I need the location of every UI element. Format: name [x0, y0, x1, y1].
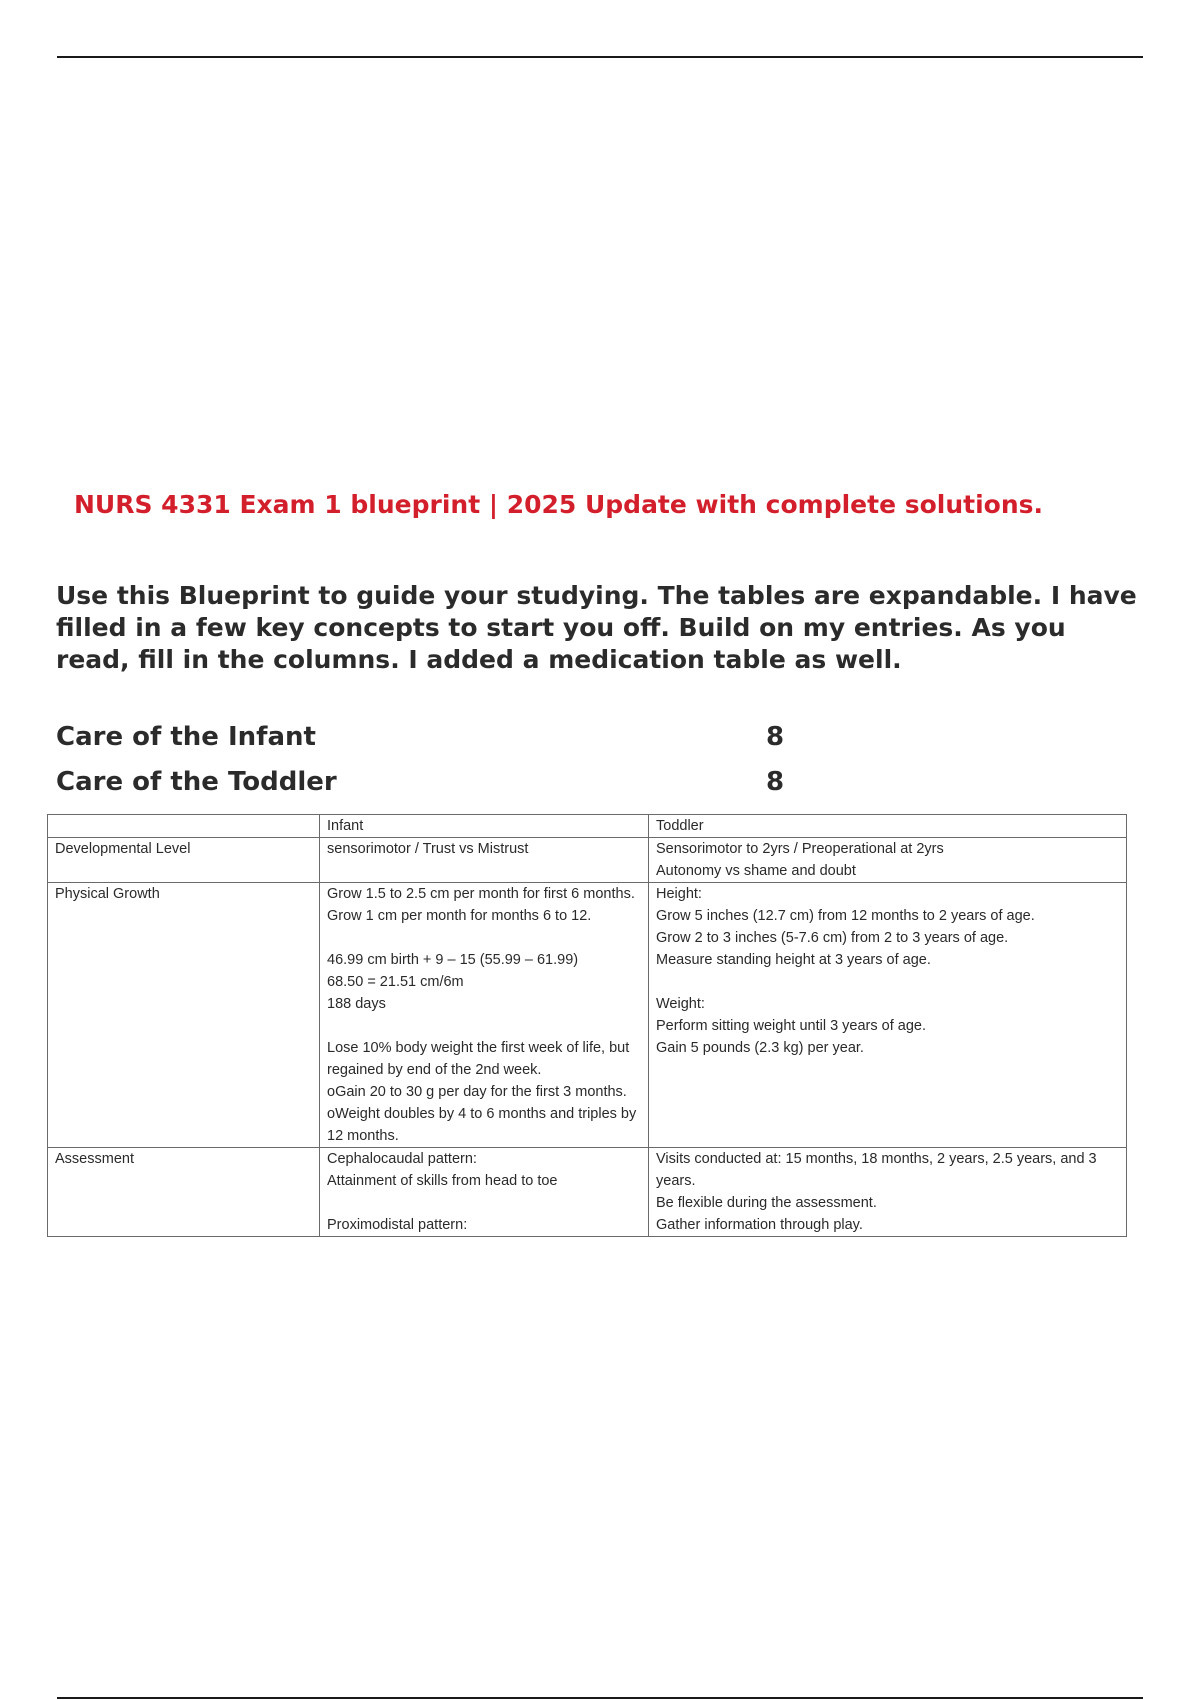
bottom-rule	[57, 1697, 1143, 1699]
topic-count: 8	[766, 767, 785, 797]
top-rule	[57, 56, 1143, 58]
cell-text-line: 188 days	[327, 996, 386, 1012]
blueprint-table	[47, 814, 1127, 1237]
cell-text-line: oGain 20 to 30 g per day for the first 3 months.	[327, 1084, 627, 1100]
table-header-row	[48, 815, 1127, 838]
cell-text-line: Autonomy vs shame and doubt	[656, 863, 856, 879]
topic-label: Care of the Toddler	[56, 767, 337, 797]
cell-text-line: Weight:	[656, 996, 705, 1012]
cell-text-line: Proximodistal pattern:	[327, 1217, 468, 1233]
row-label: Physical Growth	[48, 883, 320, 1148]
cell-text-line: Height:	[656, 886, 702, 902]
line-gap	[327, 1015, 641, 1037]
cell-text-line: Sensorimotor to 2yrs / Preoperational at 2yrs	[656, 841, 944, 857]
row-label: Developmental Level	[48, 838, 320, 883]
toddler-cell	[649, 1148, 1127, 1237]
cell-text-line: Grow 1.5 to 2.5 cm per month for first 6 months.	[327, 886, 635, 902]
document-title: NURS 4331 Exam 1 blueprint | 2025 Update with complete solutions.	[74, 490, 1044, 519]
cell-text-line: Lose 10% body weight the first week of life, but regained by end of the 2nd week.	[327, 1040, 634, 1078]
cell-text-line: oWeight doubles by 4 to 6 months and triples by 12 months.	[327, 1106, 641, 1144]
header-cell-infant: Infant	[320, 815, 649, 838]
cell-text-line: Be flexible during the assessment.	[656, 1195, 877, 1211]
cell-text-line: Attainment of skills from head to toe	[327, 1173, 558, 1189]
infant-cell	[320, 1148, 649, 1237]
intro-paragraph: Use this Blueprint to guide your studying. The tables are expandable. I have filled in a few key concepts to start you off. Build on my entries. As you read, fill in the columns. I added a medication table as well.	[56, 581, 1137, 674]
topic-toddler	[56, 767, 1146, 797]
infant-cell	[320, 883, 649, 1148]
cell-text-line: Grow 1 cm per month for months 6 to 12.	[327, 908, 592, 924]
cell-text-line: Gather information through play.	[656, 1217, 863, 1233]
cell-text-line: 68.50 = 21.51 cm/6m	[327, 974, 464, 990]
cell-text-line: sensorimotor / Trust vs Mistrust	[327, 841, 529, 857]
line-gap	[327, 927, 641, 949]
toddler-cell	[649, 838, 1127, 883]
topic-count: 8	[766, 722, 785, 752]
header-cell-blank	[48, 815, 320, 838]
line-gap	[327, 1192, 641, 1214]
topic-infant	[56, 722, 1146, 752]
cell-text-line: Gain 5 pounds (2.3 kg) per year.	[656, 1040, 864, 1056]
toddler-cell	[649, 883, 1127, 1148]
infant-cell	[320, 838, 649, 883]
cell-text-line: Cephalocaudal pattern:	[327, 1151, 477, 1167]
row-label: Assessment	[48, 1148, 320, 1237]
table-row-developmental-level	[48, 838, 1127, 883]
cell-text-line: Visits conducted at: 15 months, 18 months, 2 years, 2.5 years, and 3 years.	[656, 1151, 1101, 1189]
header-cell-toddler: Toddler	[649, 815, 1127, 838]
topic-label: Care of the Infant	[56, 722, 316, 752]
cell-text-line: Measure standing height at 3 years of age.	[656, 952, 931, 968]
cell-text-line: Grow 2 to 3 inches (5-7.6 cm) from 2 to 3 years of age.	[656, 930, 1009, 946]
cell-text-line: Perform sitting weight until 3 years of age.	[656, 1018, 926, 1034]
cell-text-line: 46.99 cm birth + 9 – 15 (55.99 – 61.99)	[327, 952, 579, 968]
table-row-physical-growth	[48, 883, 1127, 1148]
cell-text-line: Grow 5 inches (12.7 cm) from 12 months to 2 years of age.	[656, 908, 1035, 924]
table-row-assessment	[48, 1148, 1127, 1237]
line-gap	[656, 971, 1119, 993]
